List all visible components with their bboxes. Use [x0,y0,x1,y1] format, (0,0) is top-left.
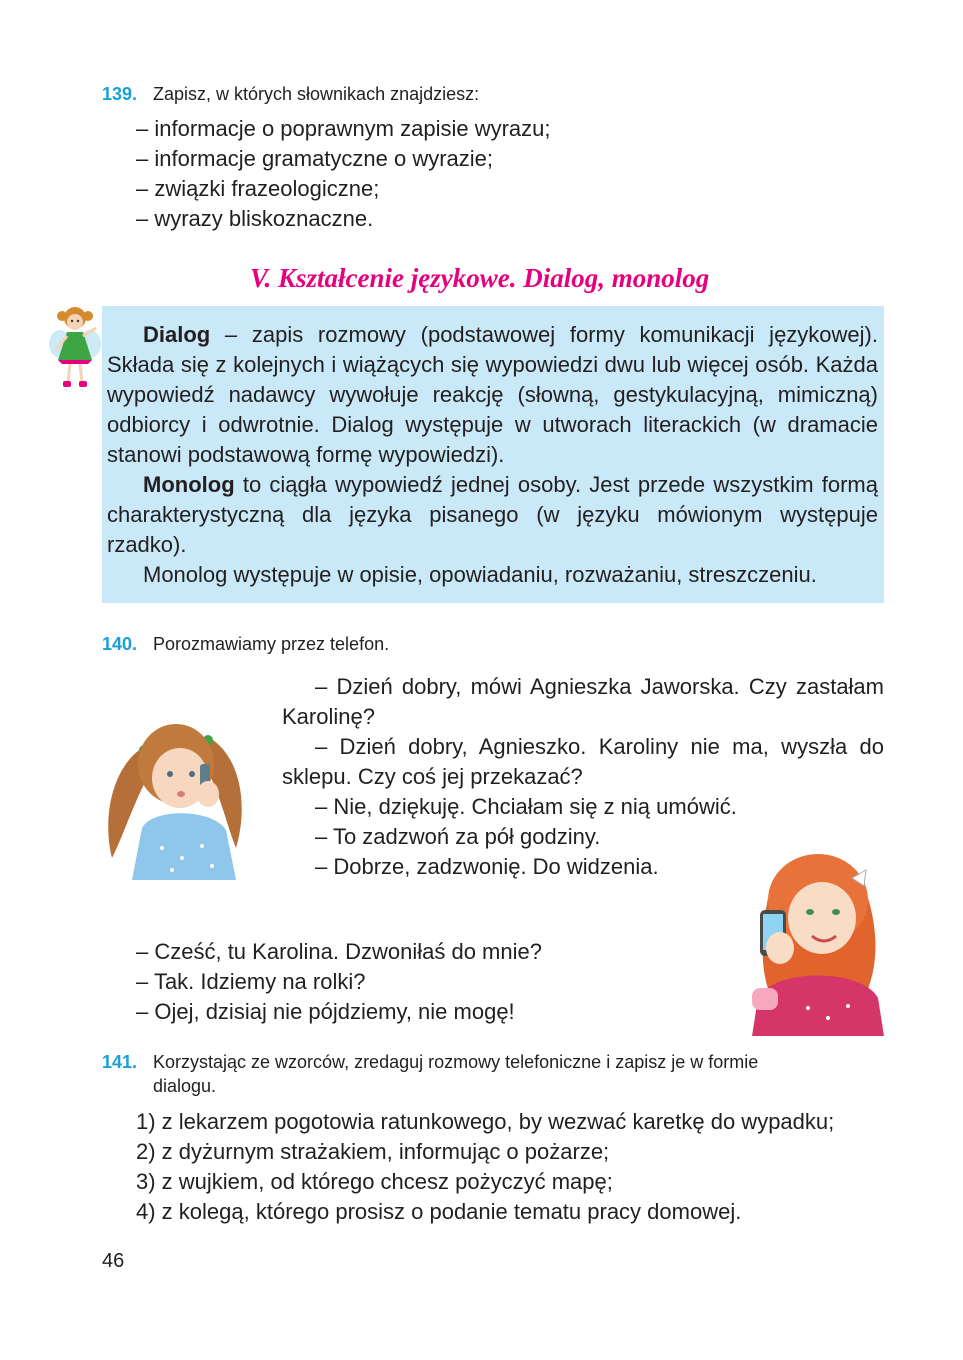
monolog-note: Monolog występuje w opisie, opowiadaniu, rozważaniu, streszczeniu. [143,562,817,587]
dialog-term: Dialog [143,322,211,347]
exercise-number: 141. [102,1052,138,1072]
list-item: – informacje gramatyczne o wyrazie; [136,146,494,171]
list-item: – informacje o poprawnym zapisie wyrazu; [136,116,551,141]
dialog-description: – zapis rozmowy (podstawowej formy komunikacji językowej). Składa się z kolejnych i wiążących się wypowiedzi dwu lub więcej osób. Każda wypowiedź nadawcy wywołuje reakcję (słowną, gestykulacyjną, mimiczną) odbiorcy i odwrotnie. Dialog występuje w utworach literackich (w dramacie stanowi podstawową formę wypowiedzi). [107,322,878,467]
exercise-title: Porozmawiamy przez telefon. [153,634,390,654]
list-item: 3) z wujkiem, od którego chcesz pożyczyć mapę; [136,1169,613,1194]
page-number: 46 [102,1250,125,1272]
dialog-line: – Ojej, dzisiaj nie pójdziemy, nie mogę! [136,999,515,1024]
dialog-line: – Dzień dobry, Agnieszko. Karoliny nie ma, wyszła do sklepu. Czy coś jej przekazać? [282,734,884,789]
exercise-title: Korzystając ze wzorców, zredaguj rozmowy telefoniczne i zapisz je w formie [153,1052,759,1072]
section-title: V. Kształcenie językowe. Dialog, monolog [250,263,710,293]
dialog-line: – Dzień dobry, mówi Agnieszka Jaworska. Czy zastałam Karolinę? [282,674,884,729]
dialog-line: – Nie, dziękuję. Chciałam się z nią umówić. [315,794,737,819]
monolog-term: Monolog [143,472,235,497]
list-item: – wyrazy bliskoznaczne. [136,206,374,231]
exercise-title: Zapisz, w których słownikach znajdziesz: [153,84,480,104]
exercise-number: 140. [102,634,138,654]
fairy-illustration [46,304,104,390]
info-text [107,320,878,590]
dialog-line: – Cześć, tu Karolina. Dzwoniłaś do mnie? [136,939,542,964]
exercise-number: 139. [102,84,138,104]
dialog-line: – Dobrze, zadzwonię. Do widzenia. [315,854,659,879]
list-item: 4) z kolegą, którego prosisz o podanie tematu pracy domowej. [136,1199,742,1224]
list-item: 1) z lekarzem pogotowia ratunkowego, by wezwać karetkę do wypadku; [136,1109,835,1134]
girl-redhair-illustration [738,848,890,1036]
dialog-line: – To zadzwoń za pół godziny. [315,824,601,849]
monolog-definition [107,470,878,560]
girl-phone-illustration [102,708,248,880]
list-item: 2) z dyżurnym strażakiem, informując o pożarze; [136,1139,610,1164]
dialog-line: – Tak. Idziemy na rolki? [136,969,366,994]
exercise-title-continued: dialogu. [153,1076,217,1096]
monolog-description: to ciągła wypowiedź jednej osoby. Jest przede wszystkim formą charakterystyczną dla języka pisanego (w języku mówionym występuje rzadko). [107,472,878,557]
dialog-definition [107,320,878,470]
list-item: – związki frazeologiczne; [136,176,380,201]
